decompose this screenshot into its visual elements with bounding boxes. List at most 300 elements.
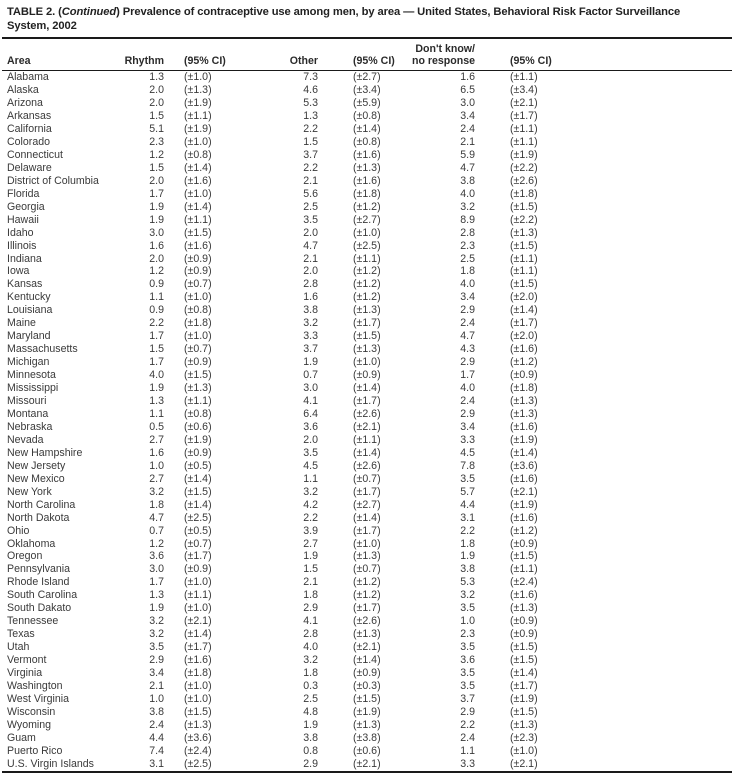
cell-rhythm: 1.9	[149, 602, 164, 615]
table-row	[2, 369, 732, 382]
table-row	[2, 628, 732, 641]
cell-other: 2.0	[303, 226, 318, 239]
cell-area: Illinois	[7, 239, 37, 252]
cell-dont-know: 3.7	[460, 692, 475, 705]
cell-rhythm: 2.0	[149, 252, 164, 265]
cell-other-ci: (±0.7)	[353, 563, 381, 576]
cell-dont-know-ci: (±1.4)	[510, 667, 538, 680]
cell-other-ci: (±2.1)	[353, 420, 381, 433]
cell-rhythm-ci: (±0.7)	[184, 343, 212, 356]
cell-rhythm: 2.1	[149, 679, 164, 692]
table-row	[2, 680, 732, 693]
cell-dont-know-ci: (±1.3)	[510, 395, 538, 408]
cell-rhythm-ci: (±1.3)	[184, 382, 212, 395]
cell-filler	[585, 265, 732, 278]
cell-other-ci: (±0.3)	[353, 679, 381, 692]
cell-other: 2.0	[303, 265, 318, 278]
table-row	[2, 758, 732, 772]
cell-filler	[585, 589, 732, 602]
cell-rhythm: 1.2	[149, 537, 164, 550]
cell-rhythm: 1.5	[149, 343, 164, 356]
cell-dont-know: 3.3	[460, 757, 475, 770]
header-row	[2, 38, 732, 71]
cell-dont-know: 1.6	[460, 71, 475, 84]
cell-rhythm: 2.7	[149, 472, 164, 485]
cell-area: West Virginia	[7, 692, 70, 705]
cell-other-ci: (±2.5)	[353, 239, 381, 252]
cell-dont-know-ci: (±1.9)	[510, 692, 538, 705]
cell-rhythm: 1.9	[149, 213, 164, 226]
cell-filler	[585, 447, 732, 460]
cell-area: Connecticut	[7, 148, 63, 161]
cell-filler	[585, 654, 732, 667]
cell-other: 1.5	[303, 135, 318, 148]
cell-other-ci: (±1.1)	[353, 433, 381, 446]
cell-other-ci: (±1.2)	[353, 589, 381, 602]
cell-rhythm-ci: (±1.0)	[184, 135, 212, 148]
table-row	[2, 460, 732, 473]
cell-dont-know: 1.9	[460, 550, 475, 563]
cell-area: North Dakota	[7, 511, 70, 524]
cell-other-ci: (±1.4)	[353, 654, 381, 667]
cell-rhythm: 1.3	[149, 589, 164, 602]
table-title-prefix: TABLE 2. (	[7, 6, 62, 18]
cell-rhythm: 3.8	[149, 705, 164, 718]
cell-dont-know-ci: (±1.4)	[510, 304, 538, 317]
cell-rhythm: 1.5	[149, 161, 164, 174]
cell-other-ci: (±1.4)	[353, 511, 381, 524]
cell-rhythm-ci: (±1.0)	[184, 71, 212, 84]
cell-other: 3.6	[303, 420, 318, 433]
cell-dont-know-ci: (±1.5)	[510, 239, 538, 252]
cell-area: Nebraska	[7, 420, 53, 433]
cell-dont-know: 3.6	[460, 654, 475, 667]
table-row	[2, 97, 732, 110]
cell-area: Tennessee	[7, 615, 59, 628]
cell-area: Maryland	[7, 330, 51, 343]
table-row	[2, 214, 732, 227]
cell-dont-know: 2.4	[460, 123, 475, 135]
cell-rhythm: 1.7	[149, 187, 164, 200]
cell-other: 1.5	[303, 563, 318, 576]
cell-dont-know: 4.4	[460, 498, 475, 511]
cell-filler	[585, 460, 732, 473]
cell-dont-know-ci: (±2.1)	[510, 97, 538, 110]
cell-area: Louisiana	[7, 304, 53, 317]
cell-rhythm: 2.3	[149, 135, 164, 148]
cell-filler	[585, 758, 732, 772]
cell-dont-know-ci: (±1.6)	[510, 472, 538, 485]
cell-dont-know: 2.1	[460, 135, 475, 148]
col-header-dont-know-line1: Don't know/	[415, 43, 475, 56]
table-row	[2, 188, 732, 201]
cell-other-ci: (±2.6)	[353, 407, 381, 420]
table-row	[2, 447, 732, 460]
cell-area: Washington	[7, 679, 63, 692]
cell-dont-know: 1.8	[460, 537, 475, 550]
cell-other: 4.7	[303, 239, 318, 252]
cell-dont-know-ci: (±3.4)	[510, 84, 538, 97]
cell-rhythm-ci: (±1.3)	[184, 718, 212, 731]
cell-other-ci: (±1.9)	[353, 705, 381, 718]
cell-area: Alabama	[7, 71, 49, 84]
cell-dont-know: 3.1	[460, 511, 475, 524]
cell-area: Guam	[7, 731, 36, 744]
cell-rhythm: 5.1	[149, 123, 164, 135]
cell-filler	[585, 304, 732, 317]
cell-dont-know: 3.4	[460, 110, 475, 123]
cell-other: 0.7	[303, 369, 318, 382]
cell-rhythm-ci: (±2.5)	[184, 757, 212, 770]
cell-filler	[585, 227, 732, 240]
cell-rhythm-ci: (±0.5)	[184, 459, 212, 472]
cell-dont-know: 2.3	[460, 628, 475, 641]
cell-area: Wisconsin	[7, 705, 56, 718]
cell-rhythm: 1.9	[149, 200, 164, 213]
cell-rhythm-ci: (±0.8)	[184, 304, 212, 317]
cell-dont-know-ci: (±1.6)	[510, 343, 538, 356]
cell-dont-know-ci: (±2.3)	[510, 731, 538, 744]
cell-dont-know: 4.0	[460, 278, 475, 291]
cell-other-ci: (±0.7)	[353, 472, 381, 485]
cell-other-ci: (±5.9)	[353, 97, 381, 110]
cell-other: 3.5	[303, 213, 318, 226]
cell-dont-know-ci: (±1.5)	[510, 641, 538, 654]
cell-other: 2.9	[303, 602, 318, 615]
cell-rhythm-ci: (±1.4)	[184, 472, 212, 485]
cell-rhythm-ci: (±1.0)	[184, 679, 212, 692]
table-row	[2, 201, 732, 214]
cell-area: Wyoming	[7, 718, 52, 731]
cell-dont-know: 4.3	[460, 343, 475, 356]
cell-filler	[585, 538, 732, 551]
cell-rhythm-ci: (±1.1)	[184, 589, 212, 602]
cell-dont-know: 2.2	[460, 718, 475, 731]
cell-rhythm: 3.0	[149, 226, 164, 239]
cell-rhythm-ci: (±1.4)	[184, 200, 212, 213]
cell-filler	[585, 162, 732, 175]
col-header-dont-know	[402, 38, 475, 71]
cell-area: South Dakato	[7, 602, 72, 615]
cell-filler	[585, 330, 732, 343]
table-row	[2, 550, 732, 563]
cell-other-ci: (±1.2)	[353, 576, 381, 589]
cell-rhythm-ci: (±1.6)	[184, 174, 212, 187]
table-row	[2, 162, 732, 175]
cell-rhythm-ci: (±1.6)	[184, 239, 212, 252]
cell-area: Indiana	[7, 252, 42, 265]
cell-other-ci: (±3.4)	[353, 84, 381, 97]
cell-area: New Hampshire	[7, 446, 83, 459]
cell-other: 2.1	[303, 576, 318, 589]
cell-area: Ohio	[7, 524, 30, 537]
cell-other: 2.2	[303, 161, 318, 174]
col-header-dont-know-line2: no response	[412, 55, 475, 68]
cell-dont-know: 1.7	[460, 369, 475, 382]
cell-filler	[585, 253, 732, 266]
table-row	[2, 343, 732, 356]
cell-rhythm-ci: (±1.0)	[184, 576, 212, 589]
cell-filler	[585, 291, 732, 304]
cell-rhythm: 3.0	[149, 563, 164, 576]
cell-other: 4.1	[303, 395, 318, 408]
table-row	[2, 84, 732, 97]
cell-dont-know-ci: (±2.1)	[510, 757, 538, 770]
cell-filler	[585, 499, 732, 512]
cell-dont-know-ci: (±2.4)	[510, 576, 538, 589]
cell-rhythm: 0.9	[149, 304, 164, 317]
cell-other-ci: (±1.2)	[353, 265, 381, 278]
cell-rhythm-ci: (±1.1)	[184, 110, 212, 123]
table-row	[2, 175, 732, 188]
cell-rhythm-ci: (±1.4)	[184, 498, 212, 511]
cell-dont-know: 2.5	[460, 252, 475, 265]
table-header	[2, 38, 732, 71]
cell-rhythm-ci: (±1.0)	[184, 291, 212, 304]
cell-rhythm-ci: (±1.0)	[184, 692, 212, 705]
cell-filler	[585, 71, 732, 84]
cell-other: 4.8	[303, 705, 318, 718]
table-title	[2, 5, 721, 37]
cell-filler	[585, 123, 732, 136]
cell-area: Minnesota	[7, 369, 56, 382]
cell-area: New York	[7, 485, 52, 498]
cell-other-ci: (±1.3)	[353, 161, 381, 174]
cell-dont-know: 3.5	[460, 641, 475, 654]
cell-rhythm-ci: (±1.0)	[184, 602, 212, 615]
cell-filler	[585, 615, 732, 628]
table-row	[2, 395, 732, 408]
table-row	[2, 732, 732, 745]
cell-dont-know-ci: (±1.1)	[510, 265, 538, 278]
cell-other-ci: (±2.6)	[353, 615, 381, 628]
cell-other: 1.9	[303, 718, 318, 731]
cell-area: South Carolina	[7, 589, 78, 602]
table-row	[2, 434, 732, 447]
cell-dont-know-ci: (±2.2)	[510, 213, 538, 226]
cell-rhythm-ci: (±0.9)	[184, 252, 212, 265]
cell-rhythm-ci: (±3.6)	[184, 731, 212, 744]
table-row	[2, 589, 732, 602]
cell-filler	[585, 97, 732, 110]
table-row	[2, 317, 732, 330]
cell-other: 3.0	[303, 382, 318, 395]
cell-other-ci: (±0.9)	[353, 667, 381, 680]
table-row	[2, 291, 732, 304]
cell-rhythm: 3.6	[149, 550, 164, 563]
cell-other: 1.9	[303, 356, 318, 369]
cell-rhythm-ci: (±1.8)	[184, 667, 212, 680]
cell-dont-know-ci: (±2.6)	[510, 174, 538, 187]
cell-filler	[585, 667, 732, 680]
cell-other: 0.3	[303, 679, 318, 692]
table-row	[2, 330, 732, 343]
cell-area: Mississippi	[7, 382, 59, 395]
cell-filler	[585, 706, 732, 719]
cell-rhythm-ci: (±0.7)	[184, 537, 212, 550]
table-row	[2, 641, 732, 654]
cell-dont-know-ci: (±1.3)	[510, 226, 538, 239]
cell-other: 5.3	[303, 97, 318, 110]
table-row	[2, 602, 732, 615]
cell-area: Virginia	[7, 667, 43, 680]
table-title-rest: ) Prevalence of contraceptive use among men, by area — United States, Behavioral Risk Factor Surveillance System, 2002	[7, 6, 681, 32]
table-row	[2, 486, 732, 499]
cell-rhythm: 2.4	[149, 718, 164, 731]
cell-dont-know: 3.8	[460, 174, 475, 187]
cell-area: California	[7, 123, 52, 135]
cell-rhythm-ci: (±1.9)	[184, 123, 212, 135]
cell-rhythm: 1.1	[149, 407, 164, 420]
cell-rhythm: 1.0	[149, 692, 164, 705]
cell-other-ci: (±1.3)	[353, 343, 381, 356]
table-row	[2, 110, 732, 123]
cell-area: Utah	[7, 641, 30, 654]
cell-area: Montana	[7, 407, 49, 420]
cell-other: 3.8	[303, 304, 318, 317]
cell-dont-know-ci: (±1.7)	[510, 110, 538, 123]
cell-filler	[585, 356, 732, 369]
cell-area: New Mexico	[7, 472, 65, 485]
cell-other-ci: (±1.0)	[353, 537, 381, 550]
cell-other-ci: (±3.8)	[353, 731, 381, 744]
cell-other-ci: (±1.7)	[353, 524, 381, 537]
cell-dont-know-ci: (±1.7)	[510, 679, 538, 692]
cell-other: 2.5	[303, 692, 318, 705]
cell-area: U.S. Virgin Islands	[7, 757, 94, 770]
cell-filler	[585, 343, 732, 356]
cell-dont-know-ci: (±1.9)	[510, 498, 538, 511]
cell-dont-know-ci: (±1.7)	[510, 317, 538, 330]
cell-other: 3.2	[303, 485, 318, 498]
table-row	[2, 693, 732, 706]
cell-other-ci: (±1.5)	[353, 692, 381, 705]
cell-dont-know-ci: (±1.9)	[510, 433, 538, 446]
cell-rhythm: 7.4	[149, 744, 164, 757]
cell-other-ci: (±1.3)	[353, 304, 381, 317]
cell-dont-know-ci: (±1.1)	[510, 135, 538, 148]
cell-rhythm-ci: (±1.9)	[184, 97, 212, 110]
cell-rhythm-ci: (±1.8)	[184, 317, 212, 330]
cell-rhythm-ci: (±1.5)	[184, 369, 212, 382]
cell-filler	[585, 408, 732, 421]
cell-dont-know: 4.7	[460, 161, 475, 174]
cell-rhythm: 3.4	[149, 667, 164, 680]
table-row	[2, 304, 732, 317]
cell-area: Delaware	[7, 161, 52, 174]
cell-other: 2.5	[303, 200, 318, 213]
cell-dont-know-ci: (±1.5)	[510, 705, 538, 718]
cell-rhythm: 2.0	[149, 84, 164, 97]
cell-dont-know: 3.2	[460, 589, 475, 602]
table-row	[2, 136, 732, 149]
cell-filler	[585, 175, 732, 188]
cell-rhythm: 1.3	[149, 71, 164, 84]
table-row	[2, 745, 732, 758]
cell-area: Idaho	[7, 226, 34, 239]
cell-rhythm: 4.7	[149, 511, 164, 524]
cell-other-ci: (±1.2)	[353, 291, 381, 304]
cell-rhythm-ci: (±0.9)	[184, 563, 212, 576]
cell-other-ci: (±1.5)	[353, 330, 381, 343]
cell-filler	[585, 421, 732, 434]
cell-other-ci: (±0.8)	[353, 110, 381, 123]
cell-rhythm-ci: (±0.5)	[184, 524, 212, 537]
cell-rhythm: 1.7	[149, 356, 164, 369]
table-row	[2, 71, 732, 84]
cell-dont-know: 3.2	[460, 200, 475, 213]
cell-dont-know: 2.9	[460, 407, 475, 420]
contraceptive-prevalence-table	[2, 37, 732, 772]
cell-rhythm-ci: (±1.0)	[184, 187, 212, 200]
cell-dont-know: 2.2	[460, 524, 475, 537]
cell-filler	[585, 317, 732, 330]
cell-area: New Jersety	[7, 459, 66, 472]
cell-rhythm-ci: (±0.9)	[184, 265, 212, 278]
cell-other: 0.8	[303, 744, 318, 757]
cell-rhythm: 0.7	[149, 524, 164, 537]
cell-filler	[585, 486, 732, 499]
cell-rhythm-ci: (±2.1)	[184, 615, 212, 628]
cell-other-ci: (±2.7)	[353, 213, 381, 226]
cell-dont-know-ci: (±1.9)	[510, 148, 538, 161]
cell-dont-know-ci: (±2.0)	[510, 330, 538, 343]
cell-dont-know-ci: (±1.1)	[510, 71, 538, 84]
cell-dont-know-ci: (±1.5)	[510, 654, 538, 667]
cell-dont-know: 4.0	[460, 382, 475, 395]
cell-filler	[585, 434, 732, 447]
cell-filler	[585, 512, 732, 525]
cell-other-ci: (±1.7)	[353, 602, 381, 615]
cell-filler	[585, 732, 732, 745]
cell-dont-know: 5.3	[460, 576, 475, 589]
cell-dont-know: 5.9	[460, 148, 475, 161]
cell-dont-know: 3.4	[460, 420, 475, 433]
cell-area: Michigan	[7, 356, 50, 369]
cell-filler	[585, 745, 732, 758]
cell-rhythm: 3.5	[149, 641, 164, 654]
table-row	[2, 408, 732, 421]
table-row	[2, 421, 732, 434]
cell-other-ci: (±1.4)	[353, 382, 381, 395]
cell-filler	[585, 602, 732, 615]
cell-dont-know-ci: (±1.6)	[510, 420, 538, 433]
cell-dont-know-ci: (±2.0)	[510, 291, 538, 304]
table-row	[2, 499, 732, 512]
table-row	[2, 240, 732, 253]
cell-dont-know: 2.9	[460, 705, 475, 718]
cell-area: Alaska	[7, 84, 39, 97]
cell-dont-know: 8.9	[460, 213, 475, 226]
cell-dont-know-ci: (±1.3)	[510, 718, 538, 731]
cell-dont-know-ci: (±1.1)	[510, 252, 538, 265]
cell-rhythm: 2.7	[149, 433, 164, 446]
cell-dont-know: 2.4	[460, 317, 475, 330]
cell-dont-know: 3.3	[460, 433, 475, 446]
table-row	[2, 278, 732, 291]
cell-filler	[585, 214, 732, 227]
cell-dont-know: 2.3	[460, 239, 475, 252]
cell-other-ci: (±1.2)	[353, 200, 381, 213]
cell-dont-know-ci: (±0.9)	[510, 628, 538, 641]
cell-filler	[585, 550, 732, 563]
cell-dont-know-ci: (±2.1)	[510, 485, 538, 498]
table-title-continued: Continued	[61, 6, 117, 18]
table-row	[2, 706, 732, 719]
col-header-area: Area	[2, 38, 106, 71]
cell-rhythm: 2.0	[149, 97, 164, 110]
cell-other: 3.5	[303, 446, 318, 459]
